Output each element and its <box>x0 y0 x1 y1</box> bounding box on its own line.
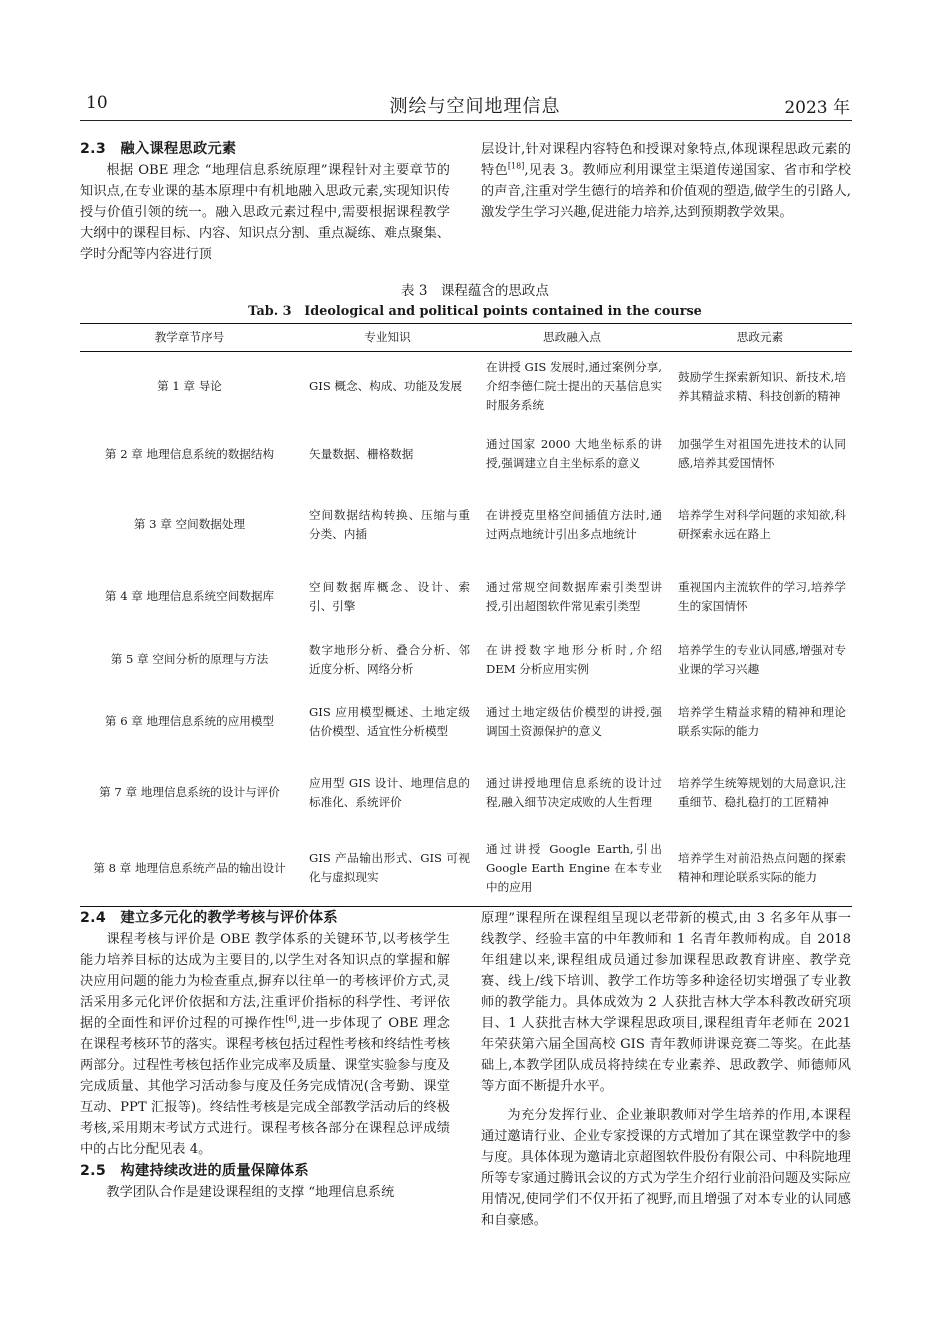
table-cell: 通过土地定级估价模型的讲授,强调国土资源保护的意义 <box>486 704 662 738</box>
journal-title: 测绘与空间地理信息 <box>389 96 561 117</box>
table-cell: GIS 应用模型概述、土地定级估价模型、适宜性分析模型 <box>309 704 470 738</box>
table-cell: 第 3 章 空间数据处理 <box>133 517 246 531</box>
citation: [6] <box>285 1014 297 1024</box>
table-cell: GIS 产品输出形式、GIS 可视化与虚拟现实 <box>299 831 476 907</box>
table-3 <box>80 323 852 907</box>
table-caption-cn: 表 3 课程蕴含的思政点 <box>401 283 549 299</box>
table-cell: 矢量数据、栅格数据 <box>309 446 414 461</box>
table-row <box>80 755 852 831</box>
table-row <box>80 352 852 422</box>
table-cell: 培养学生统筹规划的大局意识,注重细节、稳扎稳打的工匠精神 <box>678 775 846 809</box>
section-2-3-left <box>80 139 450 265</box>
paragraph: 为充分发挥行业、企业兼职教师对学生培养的作用,本课程通过邀请行业、企业专家授课的方式增加了其在课堂教学中的参与度。具体体现为邀请北京超图软件股份有限公司、中科院地理所等专家通过腾讯会议的方式为学生介绍行业前沿问题及实际应用情况,使同学们不仅开拓了视野,而且增强了对本专业的认同感和自豪感。 <box>481 1108 851 1228</box>
table-row <box>80 422 852 487</box>
table-cell: 在讲授 GIS 发展时,通过案例分享,介绍李德仁院士提出的天基信息实时服务系统 <box>486 360 662 413</box>
table-cell: 在讲授克里格空间插值方法时,通过两点地统计引出多点地统计 <box>486 507 662 541</box>
citation: [18] <box>507 161 525 171</box>
table-cell: 通过常规空间数据库索引类型讲授,引出超图软件常见索引类型 <box>486 579 662 613</box>
table-cell: 第 2 章 地理信息系统的数据结构 <box>104 446 275 461</box>
paragraph <box>80 929 450 1160</box>
table-row <box>80 563 852 631</box>
table-header-row <box>80 324 852 352</box>
table-cell: 第 1 章 导论 <box>157 379 222 394</box>
section-heading-2-3: 2.3 融入课程思政元素 <box>80 141 237 157</box>
text-segment: ,进一步体现了 OBE 理念在课程考核环节的落实。课程考核包括过程性考核和终结性考核两部分。过程性考核包括作业完成率及质量、课堂实验参与度及完成质量、其他学习活动参与度及任务完成情况(含考勤、课堂互动、PPT 汇报等)。终结性考核是完成全部教学活动后的终极考核,采用期末考试方式进行。课程考核各部分在课程总评成绩中的占比分配见表 4。 <box>80 1016 450 1157</box>
table-cell: 通过讲授 Google Earth,引出 Google Earth Engine 在本专业中的应用 <box>476 831 668 907</box>
paragraph: 教学团队合作是建设课程组的支撑 “地理信息系统 <box>106 1185 395 1200</box>
section-2-5-right <box>481 908 851 1231</box>
paragraph-continued: 原理”课程所在课程组呈现以老带新的模式,由 3 名多年从事一线教学、经验丰富的中年教师和 1 名青年教师构成。自 2018 年组建以来,课程组成员通过参加课程思政教育讲座、教学竞赛、线上/线下培训、教学工作坊等多种途径切实增强了专业教师的教学能力。具体成效为 2 人获批吉林大学本科教改研究项目、1 人获批吉林大学课程思政项目,课程组青年老师在 2021 年荣获第六届全国高校 GIS 青年教师讲课竞赛二等奖。在此基础上,本教学团队成员将持续在专业素养、思政教学、师德师风等方面不断提升水平。 <box>481 911 851 1094</box>
column-header: 思政融入点 <box>476 324 668 352</box>
section-heading-2-5: 2.5 构建持续改进的质量保障体系 <box>80 1163 309 1179</box>
table-row <box>80 831 852 907</box>
page-number: 10 <box>86 93 108 113</box>
table-cell: 重视国内主流软件的学习,培养学生的家国情怀 <box>678 579 846 613</box>
table-cell: 第 4 章 地理信息系统空间数据库 <box>104 589 275 603</box>
text-segment: 课程考核与评价是 OBE 教学体系的关键环节,以考核学生能力培养目标的达成为主要目的,以学生对各知识点的掌握和解决应用问题的能力为检查重点,摒弃以往单一的考核评价方式,灵活采用多元化评价依据和方法,注重评价指标的科学性、考评依据的全面性和评价过程的可操作性 <box>80 932 450 1031</box>
paragraph-continued <box>481 139 851 223</box>
table-cell: 培养学生的专业认同感,增强对专业课的学习兴趣 <box>678 642 846 676</box>
table-cell: 第 7 章 地理信息系统的设计与评价 <box>99 785 280 799</box>
paragraph: 根据 OBE 理念 “地理信息系统原理”课程针对主要章节的知识点,在专业课的基本原理中有机地融入思政元素,实现知识传授与价值引领的统一。融入思政元素过程中,需要根据课程教学大纲中的课程目标、内容、知识点分割、重点凝练、难点聚集、学时分配等内容进行顶 <box>80 163 450 262</box>
table-cell: 数字地形分析、叠合分析、邻近度分析、网络分析 <box>309 642 470 676</box>
column-header: 教学章节序号 <box>80 324 299 352</box>
table-cell: 加强学生对祖国先进技术的认同感,培养其爱国情怀 <box>678 437 846 470</box>
text-segment: ,见表 3。教师应利用课堂主渠道传递国家、省市和学校的声音,注重对学生德行的培养和价值观的塑造,做学生的引路人,激发学生学习兴趣,促进能力培养,达到预期教学效果。 <box>481 163 851 220</box>
table-cell: 空间数据结构转换、压缩与重分类、内插 <box>309 507 470 541</box>
table-cell: 鼓励学生探索新知识、新技术,培养其精益求精、科技创新的精神 <box>678 369 846 403</box>
table-row <box>80 689 852 755</box>
column-header: 专业知识 <box>299 324 476 352</box>
table-cell: 第 6 章 地理信息系统的应用模型 <box>104 714 275 728</box>
table-cell: 应用型 GIS 设计、地理信息的标准化、系统评价 <box>309 775 470 809</box>
table-cell: 第 5 章 空间分析的原理与方法 <box>110 652 269 666</box>
table-cell: 培养学生精益求精的精神和理论联系实际的能力 <box>678 704 846 738</box>
table-cell: 培养学生对前沿热点问题的探索精神和理论联系实际的能力 <box>668 831 852 907</box>
section-2-3-right <box>481 139 851 223</box>
table-cell: GIS 概念、构成、功能及发展 <box>309 379 463 394</box>
text-segment: 层设计,针对课程内容特色和授课对象特点,体现课程思政元素的特色 <box>481 142 851 178</box>
header-rule <box>80 120 852 121</box>
table-cell: 通过讲授地理信息系统的设计过程,融入细节决定成败的人生哲理 <box>486 775 662 809</box>
section-heading-2-4: 2.4 建立多元化的教学考核与评价体系 <box>80 910 338 926</box>
table-cell: 在讲授数字地形分析时,介绍 DEM 分析应用实例 <box>486 642 662 676</box>
table-row <box>80 487 852 563</box>
table-row <box>80 631 852 689</box>
section-2-4-left <box>80 908 450 1203</box>
table-cell: 空间数据库概念、设计、索引、引擎 <box>309 579 470 613</box>
table-cell: 通过国家 2000 大地坐标系的讲授,强调建立自主坐标系的意义 <box>486 437 662 470</box>
table-cell: 第 8 章 地理信息系统产品的输出设计 <box>80 831 299 907</box>
table-cell: 培养学生对科学问题的求知欲,科研探索永远在路上 <box>678 507 846 541</box>
column-header: 思政元素 <box>668 324 852 352</box>
year: 2023 年 <box>784 98 850 118</box>
table-caption-en: Tab. 3 Ideological and political points contained in the course <box>248 304 702 319</box>
